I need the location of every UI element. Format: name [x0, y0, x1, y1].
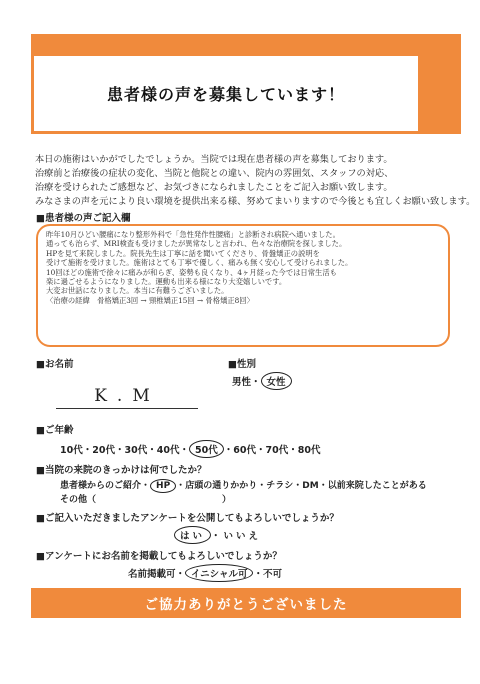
title-box	[31, 56, 421, 134]
gender-female-option[interactable]: 女性	[261, 372, 292, 390]
gender-options	[232, 372, 292, 390]
namepost-no-option[interactable]: 不可	[262, 569, 282, 580]
separator: ・	[147, 445, 157, 456]
voice-line: 通っても治らず、MRI検査も受けましたが異常なしと言われ、色々な治療院を探しました。	[46, 239, 347, 249]
header-right-band	[421, 56, 461, 134]
trigger-storefront-option[interactable]: 店頭の通りかかり	[185, 481, 258, 491]
separator: ・	[253, 569, 263, 580]
separator: ・	[176, 481, 186, 491]
trigger-options	[60, 478, 427, 493]
separator: ・	[82, 445, 93, 456]
trigger-previous-visit-option[interactable]: 以前来院したことがある	[327, 481, 427, 491]
gender-label: ■性別	[228, 359, 256, 370]
separator: ・	[141, 481, 151, 491]
namepost-full-option[interactable]: 名前掲載可	[128, 569, 176, 580]
page-title: 患者様の声を募集しています！	[106, 85, 345, 104]
publish-label: ■ご記入いただきましたアンケートを公開してもよろしいでしょうか？	[36, 513, 339, 524]
gender-male-option[interactable]: 男性	[232, 377, 252, 388]
voice-line: 受けて施術を受けました。施術はとても丁寧で優しく、痛みも無く安心して受けられました。	[46, 258, 353, 268]
intro-line: 本日の施術はいかがでしたでしょうか。当院では現在患者様の声を募集しております。	[35, 154, 393, 165]
separator: ・	[179, 445, 189, 456]
voice-line: 楽に過ごせるようになりました。運動も出来る様になり大変嬉しいです。	[46, 277, 287, 287]
name-field[interactable]: K.M	[94, 386, 160, 406]
age-option-50[interactable]: 50代	[189, 440, 224, 458]
publish-options	[174, 526, 261, 544]
name-label: ■お名前	[36, 359, 74, 370]
trigger-label: ■当院の来院のきっかけは何でしたか？	[36, 465, 207, 476]
age-label: ■ご年齢	[36, 425, 74, 436]
trigger-hp-option[interactable]: HP	[150, 479, 176, 493]
voice-line: 〈治療の経緯 骨格矯正3回 → 頸椎矯正15回 → 骨格矯正8回〉	[46, 295, 254, 305]
header-top-band	[31, 34, 461, 56]
publish-yes-option[interactable]: はい	[174, 526, 211, 544]
namepost-label: ■アンケートにお名前を掲載してもよろしいでしょうか？	[36, 551, 282, 562]
separator: ・	[251, 377, 261, 388]
trigger-referral-option[interactable]: 患者様からのご紹介	[60, 481, 142, 491]
separator: ・	[211, 531, 224, 542]
age-option-10[interactable]: 10代	[60, 445, 83, 456]
publish-no-option[interactable]: いいえ	[223, 531, 262, 542]
trigger-other-option[interactable]: その他（ ）	[60, 495, 232, 505]
voice-textarea[interactable]	[36, 224, 450, 347]
namepost-options	[128, 564, 282, 582]
intro-line: みなさまの声を元により良い環境を提供出来る様、努めてまいりますので今後とも宜しくお願い致します。	[35, 196, 476, 207]
voice-line: 10回ほどの施術で徐々に痛みが和らぎ、姿勢も良くなり、4ヶ月経った今では日常生活も	[46, 267, 337, 277]
age-options	[60, 440, 320, 458]
trigger-flyer-option[interactable]: チラシ	[266, 481, 294, 491]
voice-line: HPを見て来院しました。院長先生は丁寧に話を聞いてくださり、骨盤矯正の説明を	[46, 248, 320, 258]
separator: ・	[288, 445, 298, 456]
separator: ・	[293, 481, 303, 491]
trigger-dm-option[interactable]: DM	[302, 481, 319, 491]
age-option-20[interactable]: 20代	[92, 445, 115, 456]
voice-line: 昨年10月ひどい腰痛になり整形外科で「急性発作性腰痛」と診断され病院へ通いました。	[46, 230, 340, 239]
footer-band	[31, 588, 461, 618]
separator: ・	[175, 569, 186, 580]
age-option-80[interactable]: 80代	[297, 445, 321, 456]
intro-line: 治療前と治療後の症状の変化、当院と他院との違い、院内の雰囲気、スタッフの対応、	[35, 168, 394, 179]
separator: ・	[255, 445, 266, 456]
footer-thanks: ご協力ありがとうございました	[144, 597, 348, 613]
intro-line: 治療を受けられたご感想など、お気づきになられましたことをご記入お願い致します。	[35, 182, 393, 193]
name-underline	[56, 408, 198, 409]
separator: ・	[223, 445, 234, 456]
age-option-40[interactable]: 40代	[156, 445, 180, 456]
namepost-initial-option[interactable]: イニシャル可	[185, 564, 253, 582]
separator: ・	[318, 481, 328, 491]
age-option-70[interactable]: 70代	[265, 445, 289, 456]
age-option-30[interactable]: 30代	[124, 445, 148, 456]
voice-label: ■患者様の声ご記入欄	[36, 213, 131, 224]
intro-text	[35, 153, 476, 209]
voice-line: 大変お世話になりました。本当に有難うございました。	[46, 286, 229, 296]
separator: ・	[257, 481, 267, 491]
separator: ・	[114, 445, 125, 456]
age-option-60[interactable]: 60代	[233, 445, 256, 456]
